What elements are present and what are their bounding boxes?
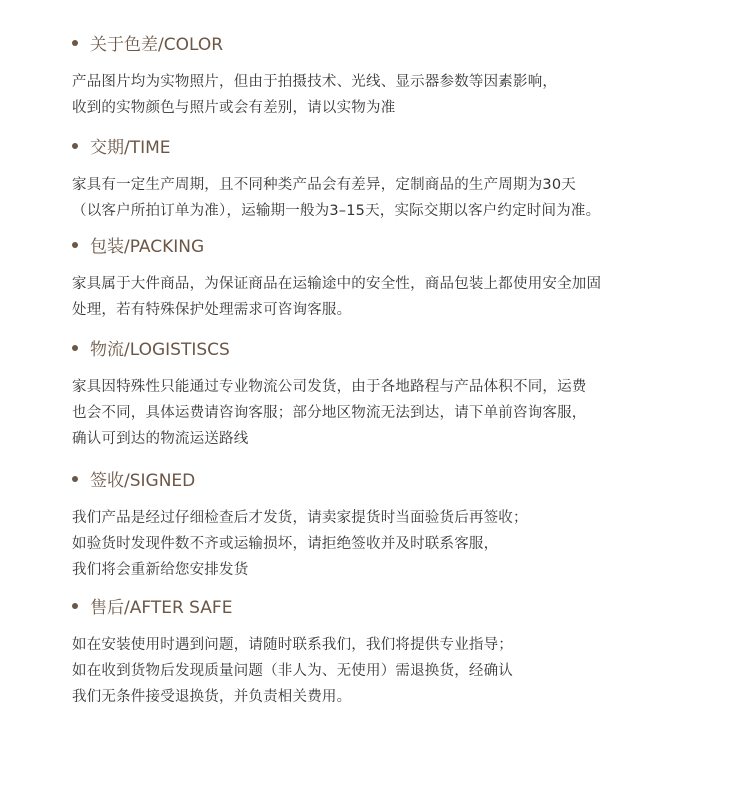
body-line: 如验货时发现件数不齐或运输损坏，请拒绝签收并及时联系客服， — [72, 536, 499, 552]
body-line: 处理，若有特殊保护处理需求可咨询客服。 — [72, 302, 352, 318]
body-line: 如在收到货物后发现质量问题（非人为、无使用）需退换货，经确认 — [72, 663, 513, 679]
section-heading — [72, 136, 171, 160]
body-line: 产品图片均为实物照片，但由于拍摄技术、光线、显示器参数等因素影响， — [72, 74, 558, 90]
section-heading — [72, 469, 195, 493]
section-title: 关于色差/COLOR — [90, 35, 224, 55]
body-line: 我们产品是经过仔细检查后才发货，请卖家提货时当面验货后再签收； — [72, 510, 528, 526]
section-title: 签收/SIGNED — [90, 471, 196, 491]
section-heading — [72, 596, 232, 620]
body-line: （以客户所拍订单为准），运输期一般为3–15天，实际交期以客户约定时间为准。 — [72, 203, 601, 219]
bullet-dot-icon — [72, 603, 78, 609]
body-line: 如在安装使用时遇到问题，请随时联系我们，我们将提供专业指导； — [72, 637, 513, 653]
body-line: 家具有一定生产周期，且不同种类产品会有差异，定制商品的生产周期为30天 — [72, 177, 576, 193]
section-body — [72, 271, 712, 323]
section-title: 售后/AFTER SAFE — [90, 598, 233, 618]
bullet-dot-icon — [72, 143, 78, 149]
section-title: 交期/TIME — [90, 138, 171, 158]
section-body — [72, 69, 712, 121]
body-line: 确认可到达的物流运送路线 — [72, 431, 249, 447]
section-body — [72, 632, 712, 710]
section-title: 包装/PACKING — [90, 237, 205, 257]
section-title: 物流/LOGISTISCS — [90, 340, 230, 360]
body-line: 家具属于大件商品，为保证商品在运输途中的安全性，商品包装上都使用安全加固 — [72, 276, 602, 292]
section-heading — [72, 33, 223, 57]
body-line: 也会不同，具体运费请咨询客服；部分地区物流无法到达，请下单前咨询客服， — [72, 405, 587, 421]
body-line: 收到的实物颜色与照片或会有差别，请以实物为准 — [72, 100, 396, 116]
section-heading — [72, 235, 204, 259]
body-line: 我们无条件接受退换货，并负责相关费用。 — [72, 689, 352, 705]
bullet-dot-icon — [72, 242, 78, 248]
body-line: 家具因特殊性只能通过专业物流公司发货，由于各地路程与产品体积不同，运费 — [72, 379, 587, 395]
section-heading — [72, 338, 230, 362]
section-body — [72, 505, 712, 583]
body-line: 我们将会重新给您安排发货 — [72, 562, 249, 578]
bullet-dot-icon — [72, 345, 78, 351]
bullet-dot-icon — [72, 476, 78, 482]
section-body — [72, 374, 712, 452]
bullet-dot-icon — [72, 40, 78, 46]
section-body — [72, 172, 712, 224]
